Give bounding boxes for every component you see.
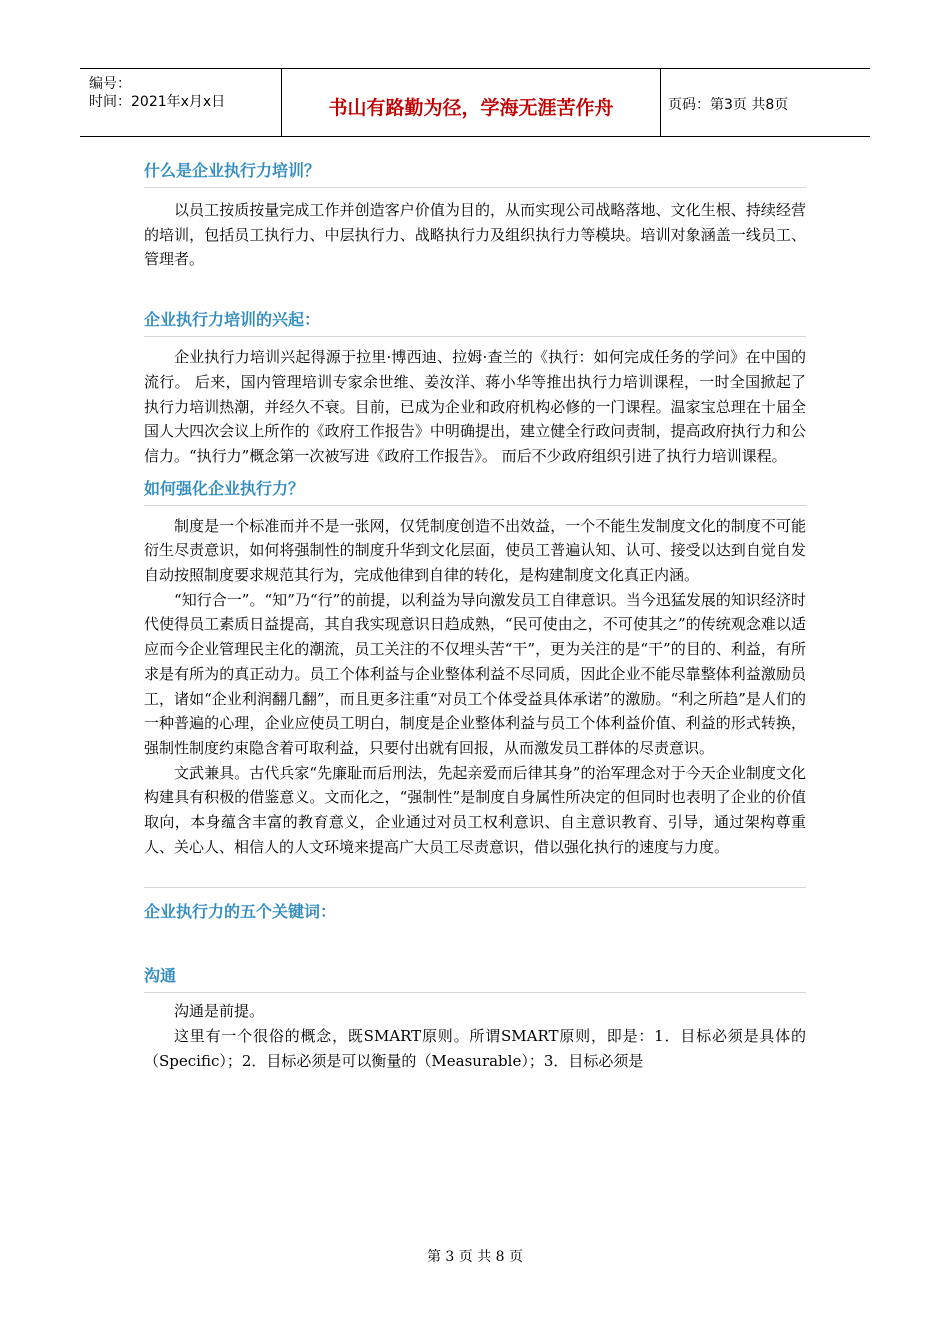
paragraph: 沟通是前提。	[174, 1002, 265, 1021]
header-motto-cell	[281, 69, 661, 136]
paragraph: 这里有一个很俗的概念，既SMART原则。所谓SMART原则，即是：1．目标必须是具体的（Specific）；2．目标必须是可以衡量的（Measurable）；3．目标必须是	[144, 1027, 806, 1070]
page-info: 页码：第3页 共8页	[668, 97, 789, 113]
time-label: 时间：2021年x月x日	[89, 94, 226, 110]
section-title-communication: 沟通	[144, 960, 806, 993]
section-title-how-to-strengthen: 如何强化企业执行力？	[144, 473, 806, 506]
paragraph: 企业执行力培训兴起得源于拉里·博西迪、拉姆·查兰的《执行：如何完成任务的学问》在中国的流行。 后来，国内管理培训专家余世维、姜汝洋、蒋小华等推出执行力培训课程，一时全国掀起了执行力培训热潮，并经久不衰。目前，已成为企业和政府机构必修的一门课程。温家宝总理在十届全国人大四次会议上所作的《政府工作报告》中明确提出，建立健全行政问责制，提高政府执行力和公信力。“执行力”概念第一次被写进《政府工作报告》。 而后不少政府组织引进了执行力培训课程。	[144, 348, 806, 465]
number-label: 编号：	[89, 76, 131, 92]
paragraph: 以员工按质按量完成工作并创造客户价值为目的，从而实现公司战略落地、文化生根、持续经营的培训，包括员工执行力、中层执行力、战略执行力及组织执行力等模块。培训对象涵盖一线员工、管理者。	[144, 201, 806, 269]
header-meta-cell	[80, 69, 281, 136]
paragraph: 制度是一个标准而并不是一张网，仅凭制度创造不出效益，一个不能生发制度文化的制度不可能衍生尽责意识，如何将强制性的制度升华到文化层面，使员工普遍认知、认可、接受以达到自觉自发自动按照制度要求规范其行为，完成他律到自律的转化，是构建制度文化真正内涵。	[144, 516, 806, 585]
header-page-cell	[660, 69, 870, 136]
document-header	[80, 68, 870, 137]
paragraph: 文武兼具。古代兵家“先廉耻而后刑法，先起亲爱而后律其身”的治军理念对于今天企业制度文化构建具有积极的借鉴意义。文而化之，“强制性”是制度自身属性所决定的但同时也表明了企业的价值取向，本身蕴含丰富的教育意义，企业通过对员工权利意识、自主意识教育、引导，通过架构尊重人、关心人、相信人的人文环境来提高广大员工尽责意识，借以强化执行的速度与力度。	[144, 763, 806, 856]
motto: 书山有路勤为径，学海无涯苦作舟	[328, 97, 614, 119]
section-title-rise: 企业执行力培训的兴起：	[144, 304, 806, 337]
paragraph: “知行合一”。“知”乃“行”的前提，以利益为导向激发员工自律意识。当今迅猛发展的知识经济时代使得员工素质日益提高，其自我实现意识日趋成熟，“民可使由之，不可使其之”的传统观念难以适应而今企业管理民主化的潮流，员工关注的不仅埋头苦“干”，更为关注的是“干”的目的、利益，有所求是有所为的真正动力。员工个体利益与企业整体利益不尽同质，因此企业不能尽靠整体利益激励员工，诸如“企业利润翻几翻”，而且更多注重“对员工个体受益具体承诺”的激励。“利之所趋”是人们的一种普遍的心理，企业应使员工明白，制度是企业整体利益与员工个体利益价值、利益的形式转换，强制性制度约束隐含着可取利益，只要付出就有回报，从而激发员工群体的尽责意识。	[144, 590, 806, 757]
section-title-what-is: 什么是企业执行力培训？	[144, 155, 806, 188]
document-body	[144, 155, 806, 1074]
section-title-five-keywords: 企业执行力的五个关键词：	[144, 902, 337, 922]
page-footer: 第 3 页 共 8 页	[426, 1249, 524, 1265]
